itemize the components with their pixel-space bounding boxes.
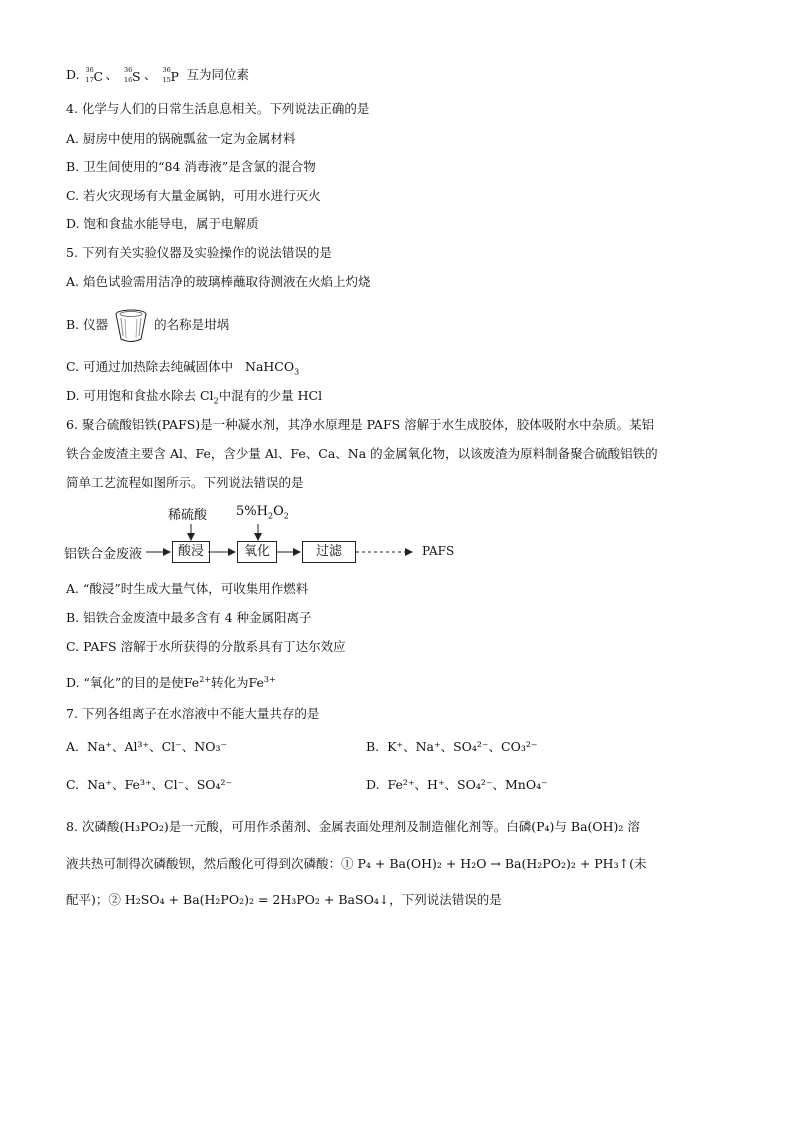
q4-stem: 4. 化学与人们的日常生活息息相关。下列说法正确的是 <box>66 101 370 116</box>
flow-step-filter: 过滤 <box>302 541 356 563</box>
q4-option-c: C. 若火灾现场有大量金属钠，可用水进行灭火 <box>66 188 321 203</box>
flow-step-oxidize: 氧化 <box>237 541 277 563</box>
q7-stem: 7. 下列各组离子在水溶液中不能大量共存的是 <box>66 706 320 721</box>
q7-option-c: C. Na⁺、Fe³⁺、Cl⁻、SO₄²⁻ <box>66 777 233 792</box>
process-flow-diagram <box>60 500 480 570</box>
q5-stem: 5. 下列有关实验仪器及实验操作的说法错误的是 <box>66 245 332 260</box>
q3-option-d: D. 36 17 C 、 36 16 S 、 36 15 P 互为同位素 <box>66 65 250 84</box>
reagent-sulfuric-acid: 稀硫酸 <box>168 508 208 523</box>
nuclide-1: 36 17 C <box>85 65 104 84</box>
crucible-icon <box>114 308 148 344</box>
q6-stem-line1: 6. 聚合硫酸铝铁(PAFS)是一种凝水剂，其净水原理是 PAFS 溶解于水生成胶体，胶体吸附水中杂质。某铝 <box>66 417 655 432</box>
flow-end: PAFS <box>422 544 455 558</box>
q6-option-a: A. “酸浸”时生成大量气体，可收集用作燃料 <box>66 581 309 596</box>
q7-option-b: B. K⁺、Na⁺、SO₄²⁻、CO₃²⁻ <box>366 739 538 754</box>
q6-option-b: B. 铝铁合金废渣中最多含有 4 种金属阳离子 <box>66 610 312 625</box>
q4-option-b: B. 卫生间使用的“84 消毒液”是含氯的混合物 <box>66 159 316 174</box>
q7-option-a: A. Na⁺、Al³⁺、Cl⁻、NO₃⁻ <box>66 739 228 754</box>
q5-option-d: D. 可用饱和食盐水除去 $Cl_2$中混有的少量 HCl <box>66 388 323 406</box>
nuclide-3: 36 15 P <box>162 65 179 84</box>
q5-option-b: B. 仪器 的名称是坩埚 <box>66 307 229 344</box>
flow-start: 铝铁合金废液 <box>64 547 143 562</box>
q8-line1: 8. 次磷酸(H₃PO₂)是一元酸，可用作杀菌剂、金属表面处理剂及制造催化剂等。白磷(P₄)与 Ba(OH)₂ 溶 <box>66 819 640 834</box>
q7-option-d: D. Fe²⁺、H⁺、SO₄²⁻、MnO₄⁻ <box>366 777 548 792</box>
q6-stem-line2: 铁合金废渣主要含 Al、Fe，含少量 Al、Fe、Ca、Na 的金属氧化物，以该废渣为原料制备聚合硫酸铝铁的 <box>66 446 658 461</box>
q6-stem-line3: 简单工艺流程如图所示。下列说法错误的是 <box>66 475 304 490</box>
q5-option-a: A. 焰色试验需用洁净的玻璃棒蘸取待测液在火焰上灼烧 <box>66 274 371 289</box>
q5-option-c: C. 可通过加热除去纯碱固体中 NaHCO$_3$ <box>66 359 300 377</box>
q4-option-a: A. 厨房中使用的锅碗瓢盆一定为金属材料 <box>66 131 296 146</box>
q8-line3: 配平)；② H₂SO₄ + Ba(H₂PO₂)₂ = 2H₃PO₂ + BaSO₄↓，下列说法错误的是 <box>66 892 502 907</box>
q6-option-d: D. “氧化”的目的是使$Fe^{2+}$转化为$Fe^{3+}$ <box>66 675 276 691</box>
q4-option-d: D. 饱和食盐水能导电，属于电解质 <box>66 216 259 231</box>
q6-option-c: C. PAFS 溶解于水所获得的分散系具有丁达尔效应 <box>66 639 346 654</box>
nuclide-2: 36 16 S <box>124 65 141 84</box>
q8-line2: 液共热可制得次磷酸钡，然后酸化可得到次磷酸：① P₄ + Ba(OH)₂ + H₂O → Ba(H₂PO₂)₂ + PH₃↑(未 <box>66 856 647 871</box>
reagent-h2o2: $5\%H_2O_2$ <box>236 504 289 521</box>
flow-step-acid-leach: 酸浸 <box>172 541 210 563</box>
option-label: D. <box>66 67 80 82</box>
